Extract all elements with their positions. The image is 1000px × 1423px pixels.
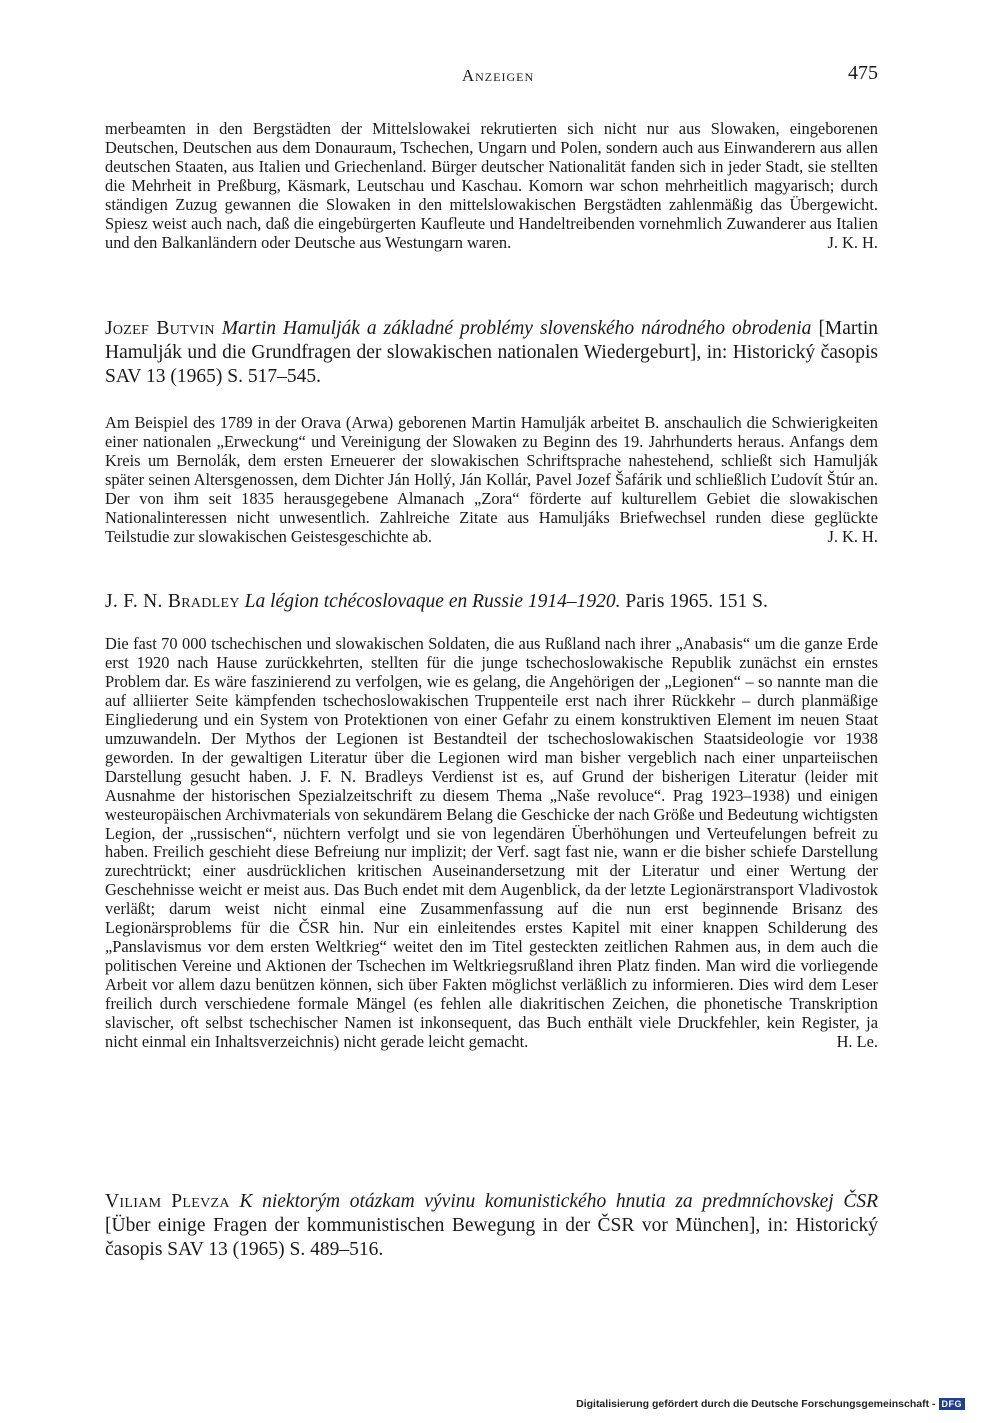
page-header (118, 60, 878, 90)
entry-author: Viliam Plevza (105, 1191, 230, 1212)
entry-author: Jozef Butvin (105, 318, 215, 339)
entry-title: K niektorým otázkam vývinu komunistického hnutia za predmníchovskej ČSR (239, 1191, 879, 1212)
review-signature: H. Le. (836, 1032, 878, 1052)
review-text: Am Beispiel des 1789 in der Orava (Arwa) geborenen Martin Hamulják arbeitet B. anschaulich die Schwierigkeiten einer nationalen „Erweckung“ und Vereinigung der Slowaken zu Beginn des 19. Jahrhunderts heraus. Anfangs dem Kreis um Bernolák, dem ersten Erneuerer der slowakischen Schriftsprache nahestehend, schließt sich Hamulják später seinen Altersgenossen, dem Dichter Ján Hollý, Ján Kollár, Pavel Jozef Šafárik und schließlich Ľudovít Štúr an. Der von ihm seit 1835 herausgegebene Almanach „Zora“ förderte auf kulturellem Gebiet die slowakischen Nationalinteressen nicht unwesentlich. Zahlreiche Zitate aus Hamulјáks Briefwechsel runden diese geglückte Teilstudie zur slowakischen Geistesgeschichte ab. (105, 413, 878, 546)
review-text: merbeamten in den Bergstädten der Mittelslowakei rekrutierten sich nicht nur aus Slowaken, eingeborenen Deutschen, Deutschen aus dem Donauraum, Tschechen, Ungarn und Polen, sondern auch aus Einwanderern aus allen deutschen Staaten, aus Italien und Griechenland. Bürger deutscher Nationalität fanden sich in jeder Stadt, sie stellten die Mehrheit in Preßburg, Käsmark, Leutschau und Kaschau. Komorn war schon mehrheitlich magyarisch; durch ständigen Zuzug gewannen die Slowaken in den mittelslowakischen Bergstädten zahlenmäßig das Übergewicht. Spiesz weist auch nach, daß die eingebürgerten Kaufleute und Handeltreibenden vornehmlich Zuwanderer aus Italien und den Balkanländern oder Deutsche aus Westungarn waren. (105, 119, 878, 252)
review-butvin (105, 414, 878, 547)
bibliography-entry-plevza (105, 1190, 878, 1262)
footer-credit: Digitalisierung gefördert durch die Deutsche Forschungsgemeinschaft - (576, 1398, 936, 1410)
entry-details: Paris 1965. 151 S. (625, 591, 768, 612)
digitization-footer (576, 1398, 965, 1410)
bibliography-entry-butvin (105, 317, 878, 389)
bibliography-entry-bradley (105, 590, 878, 614)
entry-author: J. F. N. Bradley (105, 591, 240, 612)
review-text: Die fast 70 000 tschechischen und slowakischen Soldaten, die aus Rußland nach ihrer „Anabasis“ um die ganze Erde erst 1920 nach Hause zurückkehrten, stellten für die junge tschechoslowakische Republik zunächst ein ernstes Problem dar. Es wäre faszinierend zu verfolgen, wie es gelang, die Angehörigen der „Legionen“ – so nannte man die auf alliierter Seite kämpfenden tschechoslowakischen Truppenteile erst nach ihrer Rückkehr – durch planmäßige Eingliederung und ein System von Protektionen von einer Gefahr zu einem konstruktiven Element im neuen Staat umzuwandeln. Der Mythos der Legionen ist Bestandteil der tschechoslowakischen Staatsideologie vor 1938 geworden. In der gewaltigen Literatur über die Legionen wird man bisher vergeblich nach einer unparteiischen Darstellung gesucht haben. J. F. N. Bradleys Verdienst ist es, auf Grund der bisherigen Literatur (leider mit Ausnahme der historischen Spezialzeitschrift zu diesem Thema „Naše revoluce“. Prag 1923–1938) und einigen westeuropäischen Archivmaterials von sekundärem Belang die Geschicke der nach Größe und Bedeutung wichtigsten Legion, der „russischen“, nüchtern verfolgt und sie von legendären Überhöhungen und Verteufelungen befreit zu haben. Freilich geschieht diese Befreiung nur implizit; der Verf. sagt fast nie, wann er die bisher schiefe Darstellung zurechtrückt; einer ausdrücklichen kritischen Auseinandersetzung mit der Literatur und einer Wertung der Geschehnisse weicht er meist aus. Das Buch endet mit dem Augenblick, da der letzte Legionärstransport Vladivostok verläßt; darum weist nicht einmal eine Zusammenfassung auf die nun erst beginnende Brisanz des Legionärsproblems für die ČSR hin. Nur ein einleitendes erstes Kapitel mit einer knappen Schilderung des „Panslavismus vor dem ersten Weltkrieg“ weitet den im Titel gesteckten zeitlichen Rahmen aus, in dem auch die politischen Vereine und Aktionen der Tschechen im Weltkriegsrußland ihren Platz finden. Man wird die vorliegende Arbeit vor allem dazu benützen können, sich über Fakten möglichst verläßlich zu informieren. Dies wird dem Leser freilich durch verschiedene formale Mängel (es fehlen alle diakritischen Zeichen, die phonetische Transkription slavischer, oft selbst tschechischer Namen ist inkonsequent, das Buch enthält viele Druckfehler, kein Register, ja nicht einmal ein Inhaltsverzeichnis) nicht gerade leicht gemacht. (105, 634, 878, 1052)
dfg-logo: DFG (939, 1398, 966, 1410)
running-head: Anzeigen (461, 66, 535, 85)
review-bradley (105, 635, 878, 1052)
review-signature: J. K. H. (827, 232, 878, 252)
entry-title: Martin Hamulják a základné problémy slovenského národného obrodenia (221, 318, 812, 339)
entry-details: [Martin Hamulják und die Grundfragen der slowakischen nationalen Wiedergeburt], in: Historický časopis SAV 13 (1965) S. 517–545. (105, 318, 879, 387)
entry-details: [Über einige Fragen der kommunistischen Bewegung in der ČSR vor München], in: Historický časopis SAV 13 (1965) S. 489–516. (105, 1215, 878, 1260)
review-signature: J. K. H. (827, 526, 878, 546)
page-number: 475 (848, 62, 878, 84)
review-continued (105, 120, 878, 253)
entry-title: La légion tchécoslovaque en Russie 1914–1920. (244, 591, 621, 612)
